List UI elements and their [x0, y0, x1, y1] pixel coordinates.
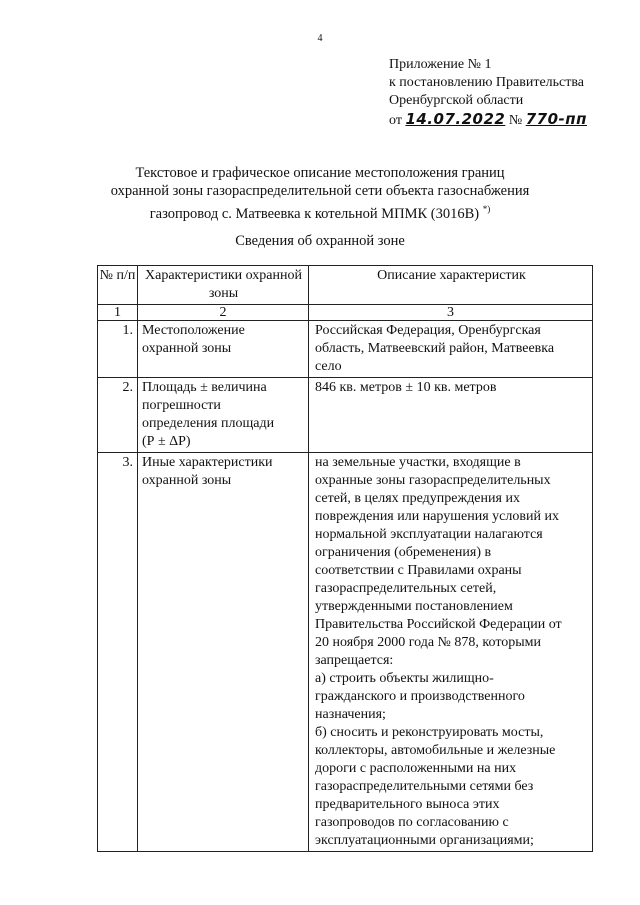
text-line: Правительства Российской Федерации от	[315, 617, 562, 632]
text-line: соответствии с Правилами охраны	[315, 563, 522, 578]
text-line: нормальной эксплуатации налагаются	[315, 527, 543, 542]
index-cell: 1	[98, 305, 138, 321]
decree-number: 770-пп	[525, 110, 587, 128]
text-line: газопроводов по согласованию с	[315, 815, 509, 830]
row-number: 1.	[98, 321, 138, 378]
row-number: 3.	[98, 453, 138, 852]
text-line: погрешности	[142, 398, 221, 413]
text-line: Площадь ± величина	[142, 380, 267, 395]
text-line: ограничения (обременения) в	[315, 545, 492, 560]
page-number: 4	[317, 33, 323, 44]
number-label: №	[508, 113, 523, 128]
text-line: б) сносить и реконструировать мосты,	[315, 725, 544, 740]
header-description: Описание характеристик	[309, 266, 593, 305]
title-line-3-text: газопровод с. Матвеевка к котельной МПМК (3016В)	[149, 205, 480, 222]
document-title	[0, 164, 640, 223]
table-header-row	[98, 266, 593, 305]
text-line: охранной зоны	[142, 473, 232, 488]
text-line: утвержденными постановлением	[315, 599, 513, 614]
header-num: № п/п	[98, 266, 138, 305]
text-line: дороги с расположенными на них	[315, 761, 517, 776]
title-line-3	[0, 200, 640, 223]
text-line: сетей, в целях предупреждения их	[315, 491, 520, 506]
text-line: коллекторы, автомобильные и железные	[315, 743, 556, 758]
title-line-2: охранной зоны газораспределительной сети объекта газоснабжения	[110, 183, 530, 199]
row-characteristic	[138, 378, 309, 453]
row-characteristic	[138, 321, 309, 378]
section-subtitle: Сведения об охранной зоне	[235, 233, 405, 249]
text-line: запрещается:	[315, 653, 394, 668]
text-line: Иные характеристики	[142, 455, 273, 470]
text-line: область, Матвеевский район, Матвеевка	[315, 341, 555, 356]
text-line: 846 кв. метров ± 10 кв. метров	[315, 380, 497, 395]
text-line: Местоположение	[142, 323, 245, 338]
table-index-row	[98, 305, 593, 321]
text-line: охранной зоны	[142, 341, 232, 356]
text-line: определения площади	[142, 416, 275, 431]
text-line: газораспределительными сетями без	[315, 779, 534, 794]
text-line: газораспределительных сетей,	[315, 581, 497, 596]
header-characteristics: Характеристики охранной зоны	[138, 266, 309, 305]
text-line: село	[315, 359, 342, 374]
text-line: назначения;	[315, 707, 386, 722]
appendix-decree-line: к постановлению Правительства	[389, 75, 585, 90]
table-row	[98, 378, 593, 453]
text-line: 20 ноября 2000 года № 878, которыми	[315, 635, 542, 650]
row-characteristic	[138, 453, 309, 852]
row-description	[309, 378, 593, 453]
zone-info-table	[97, 265, 593, 852]
appendix-date-line	[389, 110, 587, 130]
text-line: Российская Федерация, Оренбургская	[315, 323, 541, 338]
appendix-region-line: Оренбургской области	[389, 93, 524, 108]
text-line: охранные зоны газораспределительных	[315, 473, 551, 488]
text-line: на земельные участки, входящие в	[315, 455, 521, 470]
appendix-title: Приложение № 1	[389, 57, 492, 72]
index-cell: 2	[138, 305, 309, 321]
text-line: (Р ± ΔР)	[142, 434, 191, 449]
from-label: от	[389, 113, 402, 128]
row-description	[309, 453, 593, 852]
title-line-1: Текстовое и графическое описание местоположения границ	[135, 165, 505, 181]
text-line: предварительного выноса этих	[315, 797, 500, 812]
index-cell: 3	[309, 305, 593, 321]
row-description	[309, 321, 593, 378]
text-line: эксплуатационными организациями;	[315, 833, 534, 848]
text-line: повреждения или нарушения условий их	[315, 509, 559, 524]
table-row	[98, 321, 593, 378]
appendix-header	[389, 56, 587, 130]
row-number: 2.	[98, 378, 138, 453]
table-row	[98, 453, 593, 852]
text-line: гражданского и производственного	[315, 689, 525, 704]
footnote-mark: *)	[482, 204, 491, 214]
decree-date: 14.07.2022	[405, 110, 506, 128]
text-line: а) строить объекты жилищно-	[315, 671, 494, 686]
